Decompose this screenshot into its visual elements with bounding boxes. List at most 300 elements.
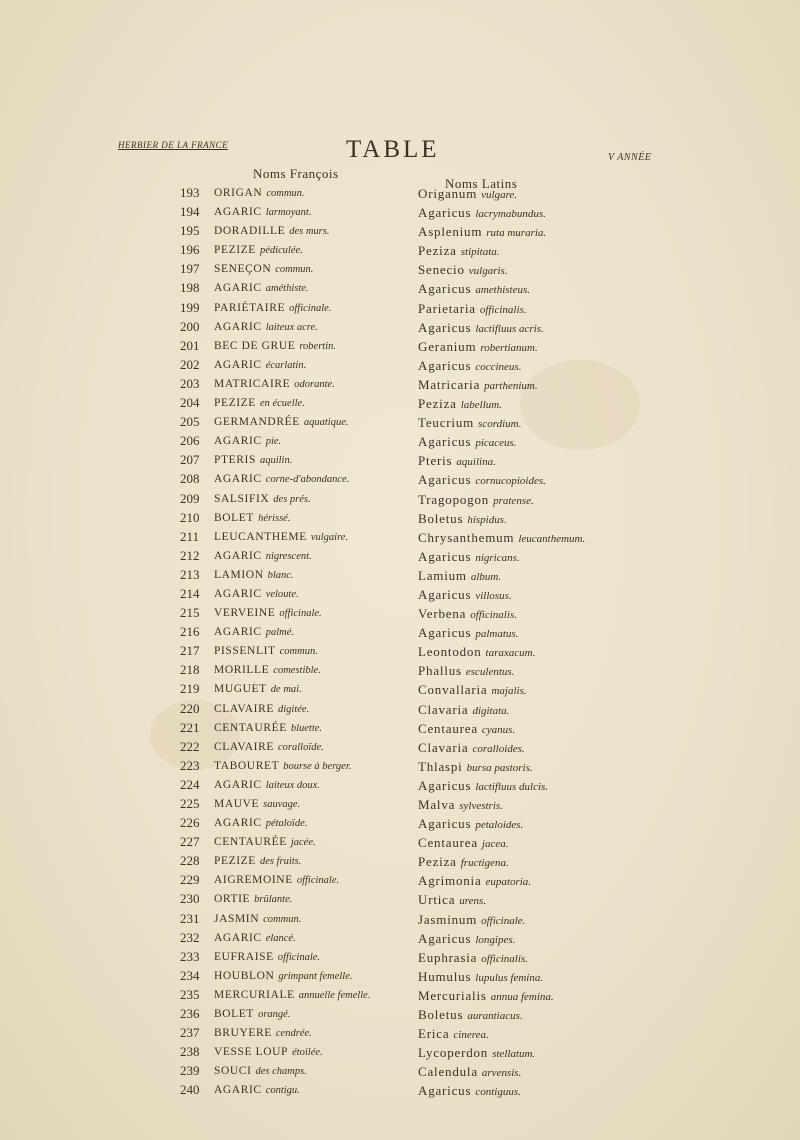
french-name-main: BRUYERE — [214, 1027, 272, 1040]
latin-name-epithet: sylvestris. — [459, 800, 503, 812]
french-name-main: EUFRAISE — [214, 950, 274, 963]
latin-name — [418, 740, 525, 756]
list-item — [0, 470, 800, 489]
french-name — [214, 454, 292, 466]
entry-number: 215 — [180, 605, 200, 621]
entry-number: 210 — [180, 509, 200, 525]
entry-number: 206 — [180, 433, 200, 449]
french-name — [214, 1046, 323, 1058]
latin-name — [418, 1045, 535, 1061]
french-name-main: AGARIC — [214, 626, 262, 639]
french-name-main: PEZIZE — [214, 855, 256, 868]
latin-name-epithet: vulgaris. — [468, 265, 508, 278]
latin-name — [418, 262, 508, 278]
latin-name — [418, 377, 538, 393]
entry-number: 208 — [180, 471, 200, 487]
french-name — [214, 989, 370, 1001]
list-item — [0, 1043, 800, 1062]
list-item — [0, 833, 800, 852]
latin-name — [418, 644, 535, 660]
entry-number: 227 — [180, 834, 200, 850]
list-item — [0, 604, 800, 623]
list-item — [0, 528, 800, 547]
latin-name — [418, 702, 509, 718]
latin-name — [418, 587, 512, 603]
french-name-main: AGARIC — [214, 282, 262, 295]
french-name — [214, 855, 301, 867]
latin-name — [418, 778, 548, 794]
entry-number: 203 — [180, 375, 200, 391]
list-item — [0, 623, 800, 642]
list-item — [0, 566, 800, 585]
french-name — [214, 913, 301, 925]
entry-number: 197 — [180, 261, 200, 277]
french-name-main: CENTAURÉE — [214, 836, 287, 849]
entry-number: 226 — [180, 815, 200, 831]
french-name-epithet: annuelle femelle. — [298, 989, 371, 1001]
french-name-epithet: bluette. — [290, 722, 323, 734]
latin-name — [418, 301, 527, 317]
list-item — [0, 509, 800, 528]
latin-name-genus: Agaricus — [418, 930, 472, 946]
entry-number: 200 — [180, 318, 200, 334]
french-name-main: AGARIC — [214, 473, 262, 486]
entry-number: 193 — [180, 185, 200, 200]
latin-name-genus: Jasminum — [418, 911, 478, 927]
list-item — [0, 585, 800, 604]
list-item — [0, 184, 800, 203]
french-name-epithet: améthiste. — [265, 283, 309, 295]
entry-number: 232 — [180, 929, 200, 945]
latin-name — [418, 396, 502, 412]
french-name-main: GERMANDRÉE — [214, 416, 300, 429]
list-item — [0, 260, 800, 279]
french-name — [214, 512, 290, 524]
latin-name-epithet: lacrymabundus. — [475, 208, 546, 221]
french-name-main: SOUCI — [214, 1065, 252, 1078]
french-name-main: AIGREMOINE — [214, 874, 293, 887]
latin-name-epithet: palmatus. — [475, 628, 519, 641]
entry-number: 223 — [180, 757, 200, 773]
latin-name — [418, 1083, 521, 1099]
latin-name — [418, 721, 515, 737]
french-name-epithet: nigrescent. — [265, 550, 312, 562]
latin-name-genus: Convallaria — [418, 682, 488, 698]
french-name — [214, 225, 329, 237]
list-item — [0, 852, 800, 871]
latin-name-genus: Agaricus — [418, 1083, 472, 1099]
entry-number: 219 — [180, 681, 200, 697]
french-name-main: JASMIN — [214, 912, 260, 925]
latin-column-header: Noms Latins — [445, 176, 518, 191]
french-name-epithet: larmoyant. — [265, 207, 312, 219]
latin-name — [418, 224, 546, 240]
latin-name-genus: Agaricus — [418, 281, 472, 297]
latin-name — [418, 854, 509, 870]
latin-name-genus: Calendula — [418, 1064, 478, 1080]
entry-number: 214 — [180, 585, 200, 601]
french-name-main: HOUBLON — [214, 969, 275, 982]
french-name-epithet: officinale. — [279, 608, 322, 620]
french-column-header: Noms François — [253, 166, 339, 181]
entry-number: 229 — [180, 872, 200, 888]
french-name — [214, 664, 321, 676]
french-name-epithet: veloute. — [265, 588, 299, 600]
entry-number: 194 — [180, 204, 200, 220]
latin-name-epithet: arvensis. — [481, 1067, 522, 1080]
latin-name-genus: Peziza — [418, 854, 457, 870]
latin-name-epithet: nigricans. — [475, 551, 520, 564]
french-name-main: SALSIFIX — [214, 492, 270, 505]
entry-number: 225 — [180, 796, 200, 811]
latin-name-genus: Chrysanthemum — [418, 529, 515, 545]
french-name-epithet: commun. — [266, 188, 305, 199]
french-name-main: BOLET — [214, 511, 255, 524]
latin-name — [418, 415, 521, 431]
french-name-epithet: vulgaire. — [310, 531, 349, 543]
list-item — [0, 394, 800, 413]
entry-number: 196 — [180, 242, 200, 258]
latin-name-epithet: parthenium. — [484, 379, 538, 392]
french-name — [214, 282, 309, 294]
list-item — [0, 279, 800, 298]
french-name — [214, 607, 322, 619]
latin-name-epithet: petaloides. — [475, 819, 524, 832]
latin-name — [418, 549, 520, 565]
page-title: TABLE — [346, 136, 440, 163]
latin-name-genus: Agrimonia — [418, 873, 482, 889]
list-item — [0, 222, 800, 241]
french-name-epithet: officinale. — [289, 302, 332, 314]
list-item — [0, 318, 800, 337]
french-name — [214, 779, 320, 791]
french-name-epithet: palmé. — [265, 627, 294, 639]
latin-name-epithet: aurantiacus. — [467, 1010, 523, 1023]
latin-name-genus: Matricaria — [418, 376, 481, 392]
french-name-main: AGARIC — [214, 206, 262, 219]
latin-name — [418, 797, 503, 813]
french-name — [214, 932, 296, 944]
entry-number: 217 — [180, 643, 200, 659]
french-name-epithet: commun. — [279, 646, 318, 658]
french-name-main: AGARIC — [214, 817, 262, 830]
latin-name-genus: Boletus — [418, 1007, 464, 1023]
list-item — [0, 413, 800, 432]
french-name-main: PEZIZE — [214, 397, 256, 410]
french-name — [214, 1027, 312, 1039]
latin-name-genus: Centaurea — [418, 720, 478, 736]
latin-name-epithet: annua femina. — [490, 990, 554, 1003]
list-item — [0, 986, 800, 1005]
series-title: HERBIER DE LA FRANCE — [118, 140, 229, 150]
latin-name-epithet: esculentus. — [465, 666, 515, 679]
latin-name-genus: Senecio — [418, 262, 465, 278]
latin-name-epithet: scordium. — [478, 418, 522, 431]
latin-name — [418, 243, 500, 259]
french-name-epithet: pétaloïde. — [265, 818, 308, 830]
french-name — [214, 569, 294, 581]
french-name-epithet: contigu. — [265, 1085, 300, 1097]
french-name-main: AGARIC — [214, 587, 262, 600]
list-item — [0, 356, 800, 375]
latin-name-epithet: officinalis. — [470, 609, 517, 622]
latin-name-epithet: fructigena. — [460, 857, 509, 870]
entry-number: 201 — [180, 337, 200, 353]
french-name-main: PEZIZE — [214, 244, 256, 257]
french-name-main: CLAVAIRE — [214, 702, 274, 715]
french-name-epithet: robertin. — [299, 340, 337, 352]
latin-name — [418, 186, 517, 202]
latin-name — [418, 472, 546, 488]
french-name — [214, 683, 302, 695]
french-name-main: AGARIC — [214, 931, 262, 944]
entry-number: 202 — [180, 356, 200, 372]
french-name-main: AGARIC — [214, 358, 262, 371]
french-name-main: ORTIE — [214, 893, 251, 906]
french-name-main: ORIGAN — [214, 187, 263, 199]
entry-number: 235 — [180, 986, 200, 1002]
french-name-epithet: corne-d'abondance. — [265, 474, 350, 486]
french-name-main: CENTAURÉE — [214, 721, 287, 734]
french-name — [214, 359, 306, 371]
list-item — [0, 547, 800, 566]
latin-name-genus: Peziza — [418, 396, 457, 412]
latin-name-epithet: album. — [470, 570, 502, 583]
latin-name-genus: Agaricus — [418, 434, 472, 450]
latin-name-genus: Agaricus — [418, 816, 472, 832]
french-name-main: TABOURET — [214, 759, 280, 772]
french-name-epithet: brûlante. — [254, 894, 293, 906]
french-name — [214, 1084, 300, 1096]
latin-name-epithet: contiguus. — [475, 1086, 521, 1099]
french-name — [214, 187, 305, 199]
latin-name-epithet: aquilina. — [456, 456, 496, 469]
french-name-epithet: écarlatin. — [265, 359, 307, 371]
entry-number: 231 — [180, 910, 200, 926]
latin-name — [418, 892, 486, 908]
entry-number: 207 — [180, 452, 200, 468]
french-name-main: AGARIC — [214, 549, 262, 562]
french-name-main: LAMION — [214, 568, 264, 581]
latin-name — [418, 453, 496, 469]
french-name-main: MERCURIALE — [214, 988, 295, 1001]
entry-number: 222 — [180, 738, 200, 754]
french-name-epithet: officinale. — [277, 951, 321, 963]
entry-number: 205 — [180, 414, 200, 430]
list-item — [0, 700, 800, 719]
latin-name-epithet: majalis. — [491, 685, 527, 698]
french-name-epithet: des prés. — [273, 493, 311, 505]
latin-name — [418, 759, 533, 775]
latin-name-epithet: officinalis. — [479, 303, 527, 316]
french-name-main: MUGUET — [214, 683, 267, 696]
latin-name — [418, 1007, 523, 1023]
french-name-epithet: comestible. — [273, 665, 321, 677]
french-name-epithet: elancé. — [265, 932, 296, 944]
french-name — [214, 493, 311, 505]
latin-name-genus: Agaricus — [418, 205, 472, 221]
entry-number: 216 — [180, 624, 200, 640]
entry-number: 213 — [180, 566, 200, 582]
latin-name-genus: Leontodon — [418, 644, 482, 660]
french-name-main: PARIÉTAIRE — [214, 301, 286, 314]
latin-name-epithet: officinalis. — [481, 952, 528, 965]
list-item — [0, 871, 800, 890]
french-name-main: SENEÇON — [214, 263, 272, 276]
french-name-epithet: commun. — [263, 913, 302, 925]
french-name — [214, 206, 311, 218]
latin-name-genus: Origanum — [418, 186, 478, 201]
french-name-epithet: grimpant femelle. — [278, 970, 353, 982]
french-name-epithet: odorante. — [294, 378, 335, 390]
list-item — [0, 776, 800, 795]
latin-name-epithet: ruta muraria. — [486, 227, 547, 240]
list-item — [0, 375, 800, 394]
year-label: V ANNÉE — [608, 152, 652, 163]
french-name-epithet: aquatique. — [303, 417, 349, 429]
french-name-epithet: de mai. — [270, 684, 302, 696]
french-name-epithet: laiteux acre. — [265, 321, 318, 333]
french-name — [214, 588, 299, 600]
latin-name-genus: Thlaspi — [418, 758, 463, 774]
french-name-epithet: orangé. — [258, 1009, 291, 1021]
entry-number: 240 — [180, 1082, 200, 1098]
latin-name-epithet: labellum. — [460, 399, 502, 412]
french-name — [214, 378, 335, 390]
french-name-main: DORADILLE — [214, 225, 286, 238]
list-item — [0, 203, 800, 222]
entry-number: 236 — [180, 1006, 200, 1022]
french-name-epithet: laiteux doux. — [265, 779, 320, 791]
latin-name — [418, 835, 508, 851]
latin-name-genus: Clavaria — [418, 739, 469, 755]
french-name — [214, 722, 322, 734]
entry-number: 220 — [180, 700, 200, 716]
latin-name-epithet: coccineus. — [475, 360, 522, 373]
french-name-epithet: digitée. — [277, 703, 310, 715]
latin-name-epithet: jacea. — [481, 838, 509, 851]
latin-name-epithet: officinale. — [481, 914, 526, 927]
list-item — [0, 814, 800, 833]
list-item — [0, 299, 800, 318]
list-item — [0, 337, 800, 356]
latin-name-epithet: taraxacum. — [485, 647, 536, 660]
french-name — [214, 817, 307, 829]
entry-number: 199 — [180, 299, 200, 315]
latin-name — [418, 511, 507, 527]
french-name — [214, 531, 348, 543]
latin-name-genus: Urtica — [418, 892, 456, 908]
latin-name-genus: Agaricus — [418, 319, 472, 335]
entry-number: 209 — [180, 490, 200, 506]
latin-name-genus: Malva — [418, 797, 456, 812]
latin-name — [418, 1064, 521, 1080]
latin-name-epithet: stellatum. — [492, 1048, 536, 1061]
latin-name-epithet: pratense. — [493, 494, 534, 507]
latin-name — [418, 1026, 489, 1042]
entry-number: 212 — [180, 547, 200, 563]
latin-name-genus: Humulus — [418, 968, 472, 984]
french-name-main: BEC DE GRUE — [214, 339, 296, 352]
latin-name — [418, 492, 534, 508]
latin-name — [418, 339, 538, 355]
list-item — [0, 490, 800, 509]
latin-name-genus: Peziza — [418, 243, 457, 259]
french-name — [214, 798, 300, 810]
french-name-main: VESSE LOUP — [214, 1046, 289, 1059]
latin-name-genus: Euphrasia — [418, 949, 478, 965]
french-name — [214, 435, 281, 447]
french-name-main: AGARIC — [214, 320, 262, 333]
french-name — [214, 645, 318, 657]
french-name-main: MORILLE — [214, 664, 270, 677]
french-name-epithet: des murs. — [289, 226, 330, 238]
latin-name-epithet: cyanus. — [481, 723, 516, 736]
latin-name — [418, 873, 531, 889]
entry-number: 204 — [180, 395, 200, 411]
entry-number: 198 — [180, 280, 200, 296]
entry-number: 238 — [180, 1044, 200, 1060]
latin-name-epithet: leucanthemum. — [518, 532, 586, 545]
latin-name-genus: Verbena — [418, 606, 467, 622]
latin-name — [418, 434, 517, 450]
latin-name-epithet: stipitata. — [460, 246, 500, 259]
french-name-epithet: étoilée. — [292, 1047, 323, 1059]
french-name — [214, 874, 339, 886]
entry-number: 237 — [180, 1025, 200, 1041]
list-item — [0, 967, 800, 986]
latin-name-epithet: amethisteus. — [475, 284, 531, 297]
latin-name — [418, 816, 523, 832]
list-item — [0, 1081, 800, 1100]
latin-name-epithet: villosus. — [475, 589, 512, 602]
latin-name-epithet: robertianum. — [480, 341, 538, 354]
latin-name-epithet: hispidus. — [467, 513, 507, 526]
french-name — [214, 397, 305, 409]
french-name-epithet: hérissé. — [258, 512, 291, 524]
french-name-epithet: commun. — [275, 264, 314, 276]
french-name-epithet: des champs. — [255, 1066, 307, 1078]
list-item — [0, 738, 800, 757]
latin-name — [418, 358, 521, 374]
latin-name-genus: Mercurialis — [418, 987, 487, 1003]
latin-name-epithet: vulgare. — [481, 189, 518, 201]
french-name — [214, 626, 294, 638]
french-name — [214, 340, 336, 352]
latin-name-genus: Lycoperdon — [418, 1045, 489, 1061]
list-item — [0, 241, 800, 260]
french-name-main: CLAVAIRE — [214, 740, 274, 753]
french-name-main: MATRICAIRE — [214, 377, 291, 390]
french-name — [214, 302, 331, 314]
latin-name — [418, 281, 530, 297]
latin-name-genus: Geranium — [418, 338, 477, 354]
list-item — [0, 1062, 800, 1081]
entry-number: 221 — [180, 719, 200, 735]
latin-name-genus: Teucrium — [418, 415, 475, 431]
french-name — [214, 263, 313, 275]
french-name — [214, 473, 349, 485]
list-item — [0, 432, 800, 451]
french-name — [214, 1008, 290, 1020]
list-item — [0, 890, 800, 909]
french-name-main: LEUCANTHEME — [214, 530, 307, 543]
latin-name — [418, 606, 517, 622]
list-item — [0, 451, 800, 470]
french-name-epithet: coralloïde. — [277, 741, 324, 753]
french-name — [214, 836, 316, 848]
latin-name-epithet: lactifluus acris. — [475, 322, 544, 335]
